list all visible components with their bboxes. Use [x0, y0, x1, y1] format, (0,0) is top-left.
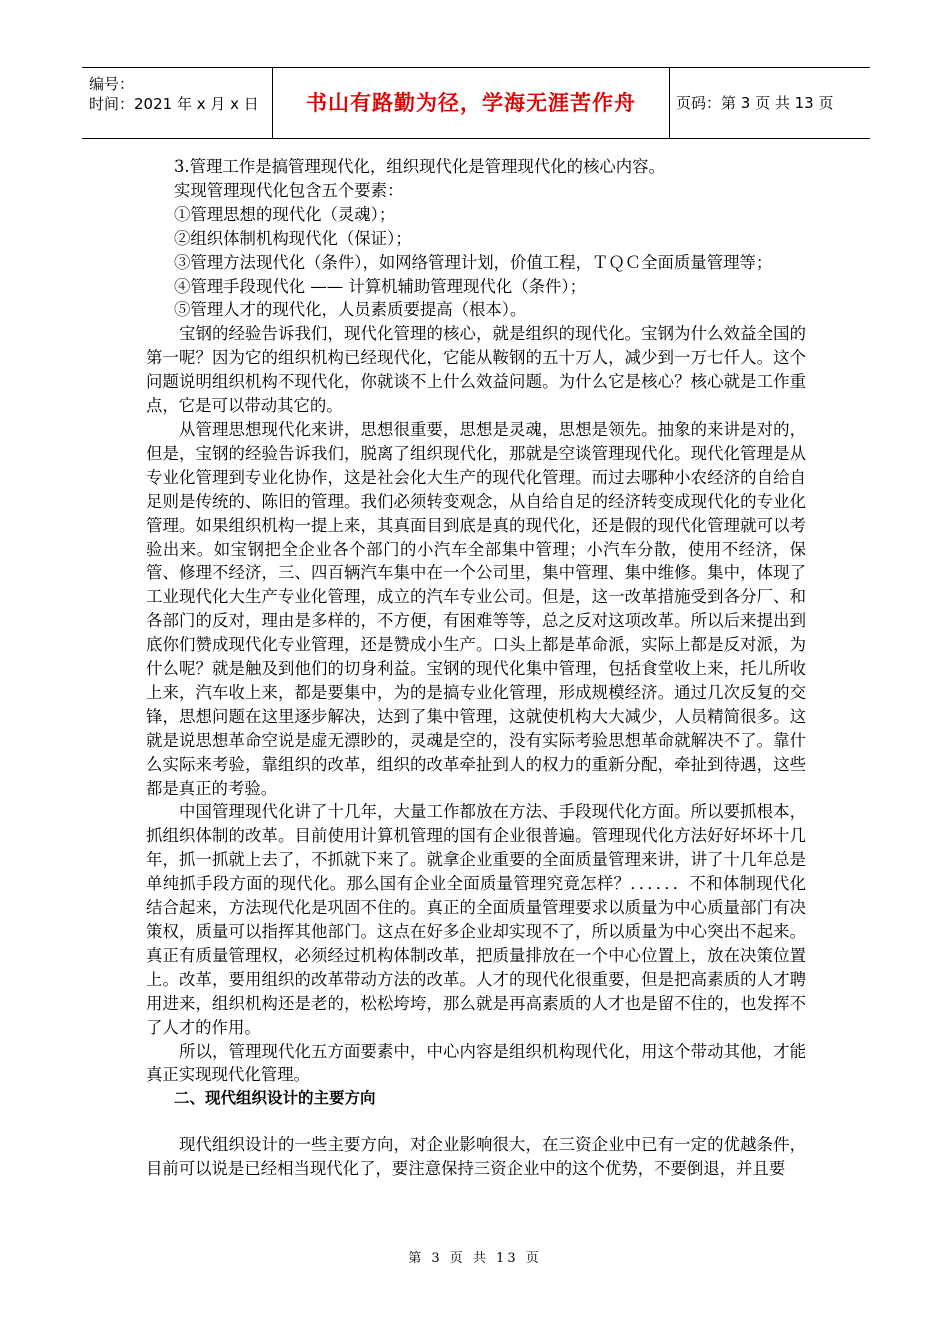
header-page-cell — [670, 68, 870, 138]
header-motto-cell — [273, 68, 670, 138]
section-spacer — [146, 1111, 806, 1133]
list-item: ②组织体制机构现代化（保证）； — [174, 228, 412, 248]
paragraph-china-management: 中国管理现代化讲了十几年，大量工作都放在方法、手段现代化方面。所以要抓根本，抓组织体制的改革。目前使用计算机管理的国有企业很普遍。管理现代化方法好好坏坏十几年，抓一抓就上去了，不抓就下来了。就拿企业重要的全面质量管理来讲，讲了十几年总是单纯抓手段方面的现代化。那么国有企业全面质量管理究竟怎样？．．．．．．不和体制现代化结合起来，方法现代化是巩固不住的。真正的全面质量管理要求以质量为中心质量部门有决策权，质量可以指挥其他部门。这点在好多企业却实现不了，所以质量为中心突出不起来。真正有质量管理权，必须经过机构体制改革，把质量排放在一个中心位置上，放在决策位置上。改革，要用组织的改革带动方法的改革。人才的现代化很重要，但是把高素质的人才聘用进来，组织机构还是老的，松松垮垮，那么就是再高素质的人才也是留不住的，也发挥不了人才的作用。 — [146, 802, 806, 1037]
paragraph-conclusion: 所以，管理现代化五方面要素中，中心内容是组织机构现代化，用这个带动其他，才能真正实现现代化管理。 — [146, 1041, 806, 1085]
document-time-label: 时间：2021 年 x 月 x 日 — [89, 95, 259, 113]
list-item: ③管理方法现代化（条件），如网络管理计划，价值工程，ＴＱＣ全面质量管理等； — [174, 252, 773, 272]
document-body — [146, 155, 806, 1181]
paragraph-management-thought: 从管理思想现代化来讲，思想很重要，思想是灵魂，思想是领先。抽象的来讲是对的，但是，宝钢的经验告诉我们，脱离了组织现代化，那就是空谈管理现代化。现代化管理是从专业化管理到专业化协作，这是社会化大生产的现代化管理。而过去哪种小农经济的自给自足则是传统的、陈旧的管理。我们必须转变观念，从自给自足的经济转变成现代化的专业化管理。如果组织机构一提上来，其真面目到底是真的现代化，还是假的现代化管理就可以考验出来。如宝钢把全企业各个部门的小汽车全部集中管理；小汽车分散，使用不经济，保管、修理不经济，三、四百辆汽车集中在一个公司里，集中管理、集中维修。集中，体现了工业现代化大生产专业化管理，成立的汽车专业公司。但是，这一改革措施受到各分厂、和各部门的反对，理由是多样的，不方便，有困难等等，总之反对这项改革。所以后来提出到底你们赞成现代化专业管理，还是赞成小生产。口头上都是革命派，实际上都是反对派，为什么呢？就是触及到他们的切身利益。宝钢的现代化集中管理，包括食堂收上来，托儿所收上来，汽车收上来，都是要集中，为的是搞专业化管理，形成规模经济。通过几次反复的交锋，思想问题在这里逐步解决，达到了集中管理，这就使机构大大减少，人员精简很多。这就是说思想革命空说是虚无漂眇的，灵魂是空的，没有实际考验思想革命就解决不了。靠什么实际来考验，靠组织的改革，组织的改革牵扯到人的权力的重新分配，牵扯到待遇，这些都是真正的考验。 — [146, 419, 806, 798]
page-footer: 第 3 页 共 13 页 — [408, 1251, 542, 1266]
list-item: ⑤管理人才的现代化，人员素质要提高（根本）。 — [174, 300, 527, 320]
page-header — [82, 67, 870, 139]
paragraph-elements-intro: 实现管理现代化包含五个要素： — [174, 180, 404, 200]
paragraph-baosteel-experience: 宝钢的经验告诉我们，现代化管理的核心，就是组织的现代化。宝钢为什么效益全国的第一呢？因为它的组织机构已经现代化，它能从鞍钢的五十万人，减少到一万七仟人。这个问题说明组织机构不现代化，你就谈不上什么效益问题。为什么它是核心？核心就是工作重点，它是可以带动其它的。 — [146, 324, 806, 416]
paragraph-point-3: 3.管理工作是搞管理现代化，组织现代化是管理现代化的核心内容。 — [174, 157, 665, 176]
paragraph-org-design: 现代组织设计的一些主要方向，对企业影响很大，在三资企业中已有一定的优越条件，目前可以说是已经相当现代化了，要注意保持三资企业中的这个优势，不要倒退，并且要 — [146, 1135, 806, 1179]
header-motto: 书山有路勤为径，学海无涯苦作舟 — [306, 91, 636, 115]
section-heading: 二、现代组织设计的主要方向 — [174, 1089, 376, 1108]
list-item: ①管理思想的现代化（灵魂）； — [174, 204, 396, 224]
list-item: ④管理手段现代化 —— 计算机辅助管理现代化（条件）； — [174, 276, 586, 296]
header-meta — [82, 68, 273, 138]
header-page-info: 页码：第 3 页 共 13 页 — [676, 94, 834, 112]
document-number-label: 编号： — [89, 75, 135, 93]
